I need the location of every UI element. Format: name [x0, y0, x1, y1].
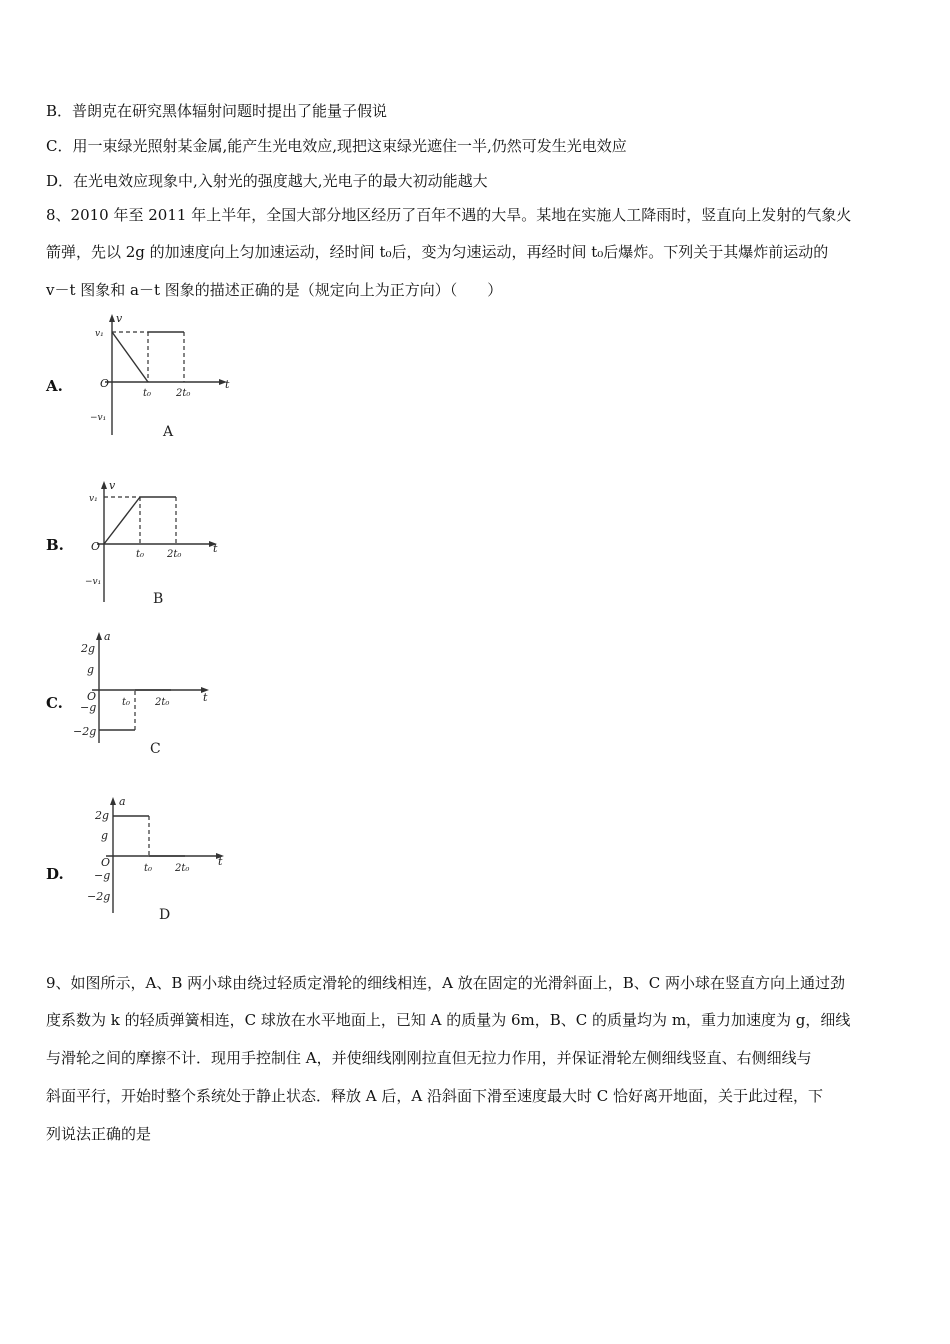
q8-stem-line2: 箭弹，先以 2g 的加速度向上匀加速运动，经时间 t₀后，变为匀速运动，再经时间 t₀后爆炸。下列关于其爆炸前运动的 [46, 243, 829, 261]
q8-option-b-label: B. [46, 536, 64, 554]
graph-caption: A [163, 424, 174, 440]
y-axis-label: a [104, 630, 111, 643]
q8-option-b-graph [85, 477, 235, 612]
q8-option-a-graph [85, 310, 235, 445]
q9-stem-line4: 斜面平行，开始时整个系统处于静止状态．释放 A 后，A 沿斜面下滑至速度最大时 C 恰好离开地面，关于此过程，下 [46, 1087, 823, 1105]
origin-label: O [91, 540, 101, 553]
graph-segment-1 [104, 497, 140, 544]
q9-stem-line2: 度系数为 k 的轻质弹簧相连，C 球放在水平地面上，已知 A 的质量为 6m，B、C 的质量均为 m，重力加速度为 g，细线 [46, 1011, 851, 1029]
x-tick-t0: t₀ [122, 697, 131, 708]
y-axis-arrow [109, 314, 115, 322]
x-tick-t0: t₀ [136, 549, 145, 560]
x-tick-2t0: 2t₀ [167, 549, 182, 560]
q9-stem-line5: 列说法正确的是 [46, 1125, 152, 1143]
x-tick-2t0: 2t₀ [176, 388, 191, 399]
y-tick-g: g [87, 663, 95, 676]
origin-label: O [100, 377, 110, 390]
graph-segment-1 [112, 332, 148, 382]
y-tick-v1: v₁ [95, 329, 104, 339]
graph-caption: D [159, 907, 171, 923]
y-tick-g: g [101, 829, 109, 842]
x-axis-label: t [213, 542, 218, 555]
x-tick-t0: t₀ [144, 863, 153, 874]
origin-label: O [101, 856, 111, 869]
q9-stem-line3: 与滑轮之间的摩擦不计．现用手控制住 A，并使细线刚刚拉直但无拉力作用，并保证滑轮左侧细线竖直、右侧细线与 [46, 1049, 812, 1067]
x-tick-2t0: 2t₀ [175, 863, 190, 874]
y-axis-arrow [96, 632, 102, 640]
y-axis-label: v [109, 479, 116, 492]
x-axis-label: t [218, 855, 223, 868]
origin-label: O [87, 690, 97, 703]
y-axis-arrow [110, 797, 116, 805]
y-tick-neg-v1: −v₁ [85, 577, 102, 587]
y-tick-v1: v₁ [89, 494, 98, 504]
q8-option-c-graph [72, 628, 222, 763]
y-tick-neg-v1: −v₁ [90, 413, 107, 423]
q8-option-d-label: D. [46, 865, 64, 883]
x-tick-2t0: 2t₀ [155, 697, 170, 708]
y-axis-label: v [116, 312, 123, 325]
y-tick-neg-2g: −2g [73, 725, 97, 738]
y-tick-neg-g: −g [80, 701, 97, 714]
y-axis-label: a [119, 795, 126, 808]
y-axis-arrow [101, 481, 107, 489]
option-c-text: C．用一束绿光照射某金属,能产生光电效应,现把这束绿光遮住一半,仍然可发生光电效应 [46, 137, 627, 155]
y-tick-2g: 2g [95, 809, 110, 822]
x-axis-label: t [225, 378, 230, 391]
q9-stem-line1: 9、如图所示，A、B 两小球由绕过轻质定滑轮的细线相连，A 放在固定的光滑斜面上，B、C 两小球在竖直方向上通过劲 [46, 974, 846, 992]
option-b-text: B．普朗克在研究黑体辐射问题时提出了能量子假说 [46, 102, 388, 120]
y-tick-2g: 2g [81, 642, 96, 655]
q8-option-c-label: C. [46, 694, 63, 712]
option-d-text: D．在光电效应现象中,入射光的强度越大,光电子的最大初动能越大 [46, 172, 488, 190]
q8-option-a-label: A. [46, 377, 63, 395]
y-tick-neg-g: −g [94, 869, 111, 882]
x-tick-t0: t₀ [143, 388, 152, 399]
q8-stem-line1: 8、2010 年至 2011 年上半年，全国大部分地区经历了百年不遇的大旱。某地在实施人工降雨时，竖直向上发射的气象火 [46, 206, 852, 224]
graph-caption: B [153, 591, 164, 607]
q8-option-d-graph [86, 793, 236, 928]
x-axis-label: t [203, 691, 208, 704]
graph-caption: C [150, 741, 161, 757]
y-tick-neg-2g: −2g [87, 890, 111, 903]
q8-stem-line3: v－t 图象和 a－t 图象的描述正确的是（规定向上为正方向）（ ） [46, 281, 503, 299]
